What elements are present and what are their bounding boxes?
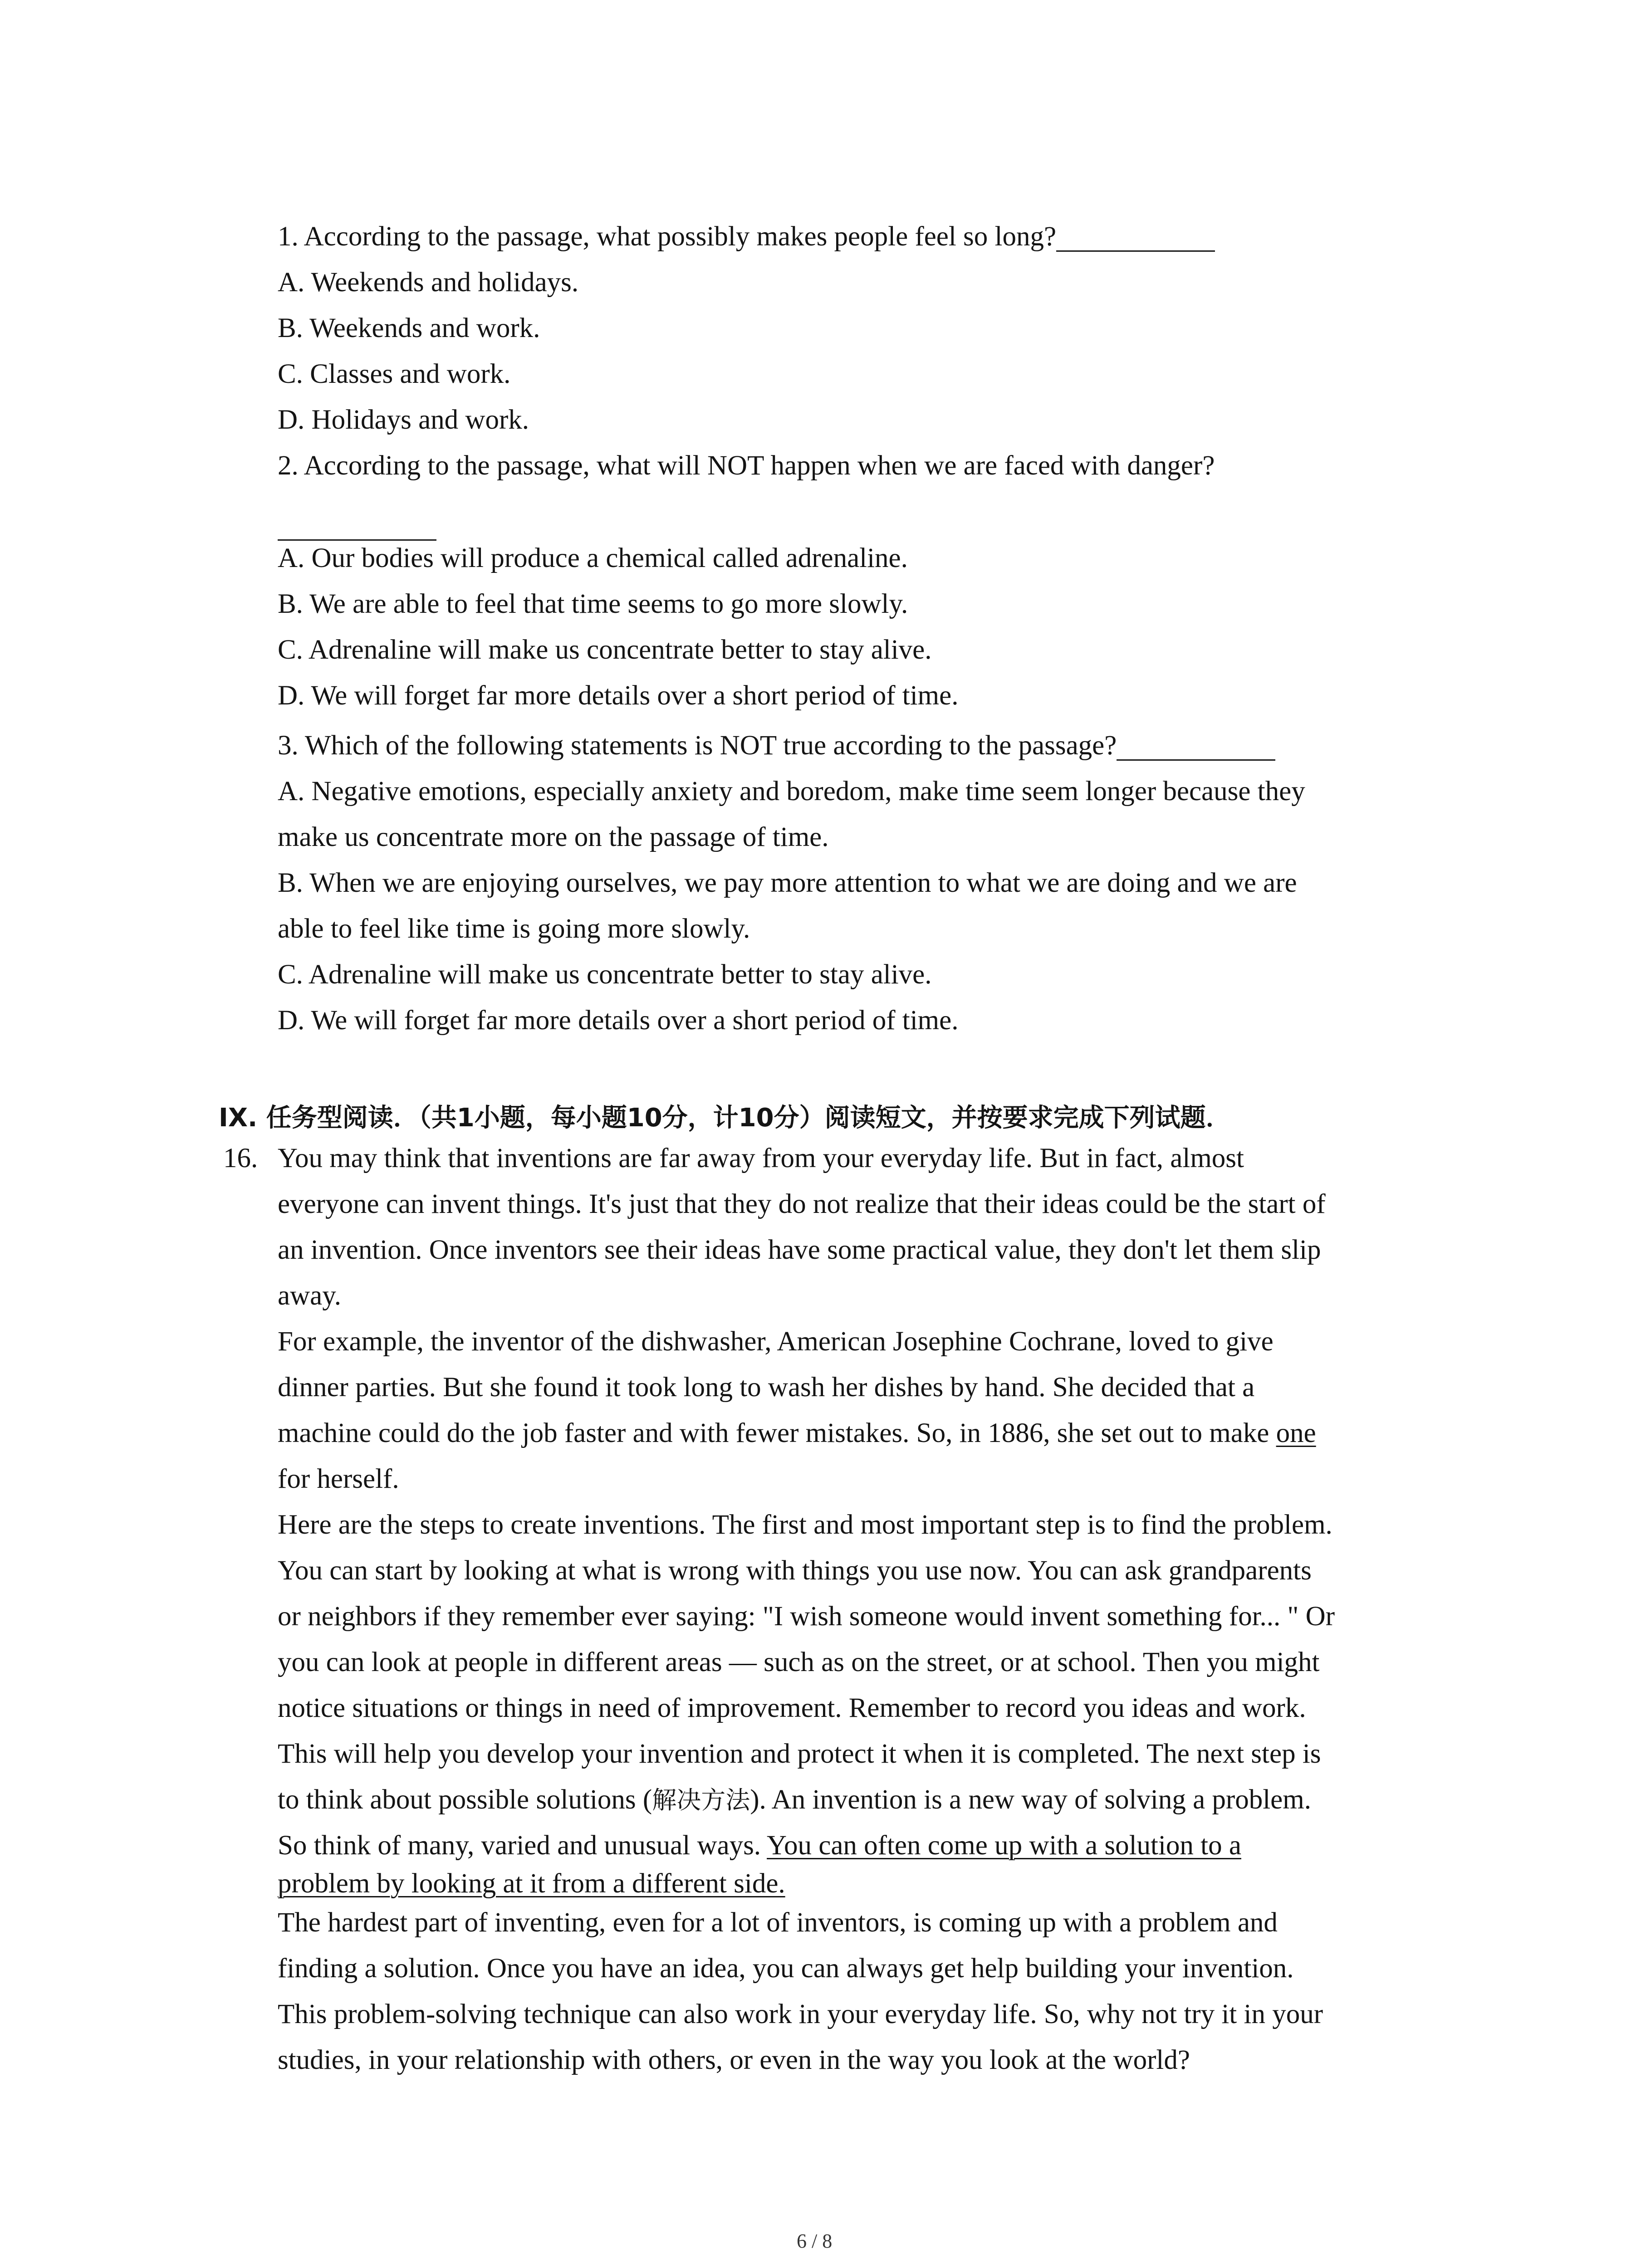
- passage-line: machine could do the job faster and with fewer mistakes. So, in 1886, she set out to make one: [278, 1418, 1316, 1448]
- passage-line: You can start by looking at what is wrong with things you use now. You can ask grandparents: [278, 1555, 1312, 1586]
- passage-line: to think about possible solutions (解决方法). An invention is a new way of solving a problem.: [278, 1784, 1311, 1815]
- question-2-stem: 2. According to the passage, what will NOT happen when we are faced with danger?: [278, 450, 1215, 481]
- passage-line: [278, 1868, 785, 1899]
- passage-line: Here are the steps to create inventions. The first and most important step is to find the problem.: [278, 1510, 1332, 1540]
- question-number: 16.: [223, 1143, 258, 1173]
- passage-line: You may think that inventions are far away from your everyday life. But in fact, almost: [278, 1143, 1244, 1173]
- question-2-blank-line[interactable]: [278, 510, 436, 541]
- passage-line: studies, in your relationship with others, or even in the way you look at the world?: [278, 2045, 1190, 2075]
- page-number: 6 / 8: [797, 2230, 833, 2252]
- passage-line: This will help you develop your invention and protect it when it is completed. The next step is: [278, 1739, 1321, 1769]
- question-1-option-b: B. Weekends and work.: [278, 313, 540, 343]
- question-3-option-a: A. Negative emotions, especially anxiety and boredom, make time seem longer because they: [278, 776, 1305, 807]
- passage-line: for herself.: [278, 1464, 399, 1494]
- passage-line: or neighbors if they remember ever saying: "I wish someone would invent something for... " Or: [278, 1601, 1335, 1632]
- passage-line: an invention. Once inventors see their ideas have some practical value, they don't let them slip: [278, 1235, 1321, 1265]
- answer-blank[interactable]: [278, 514, 436, 541]
- question-2-option-d: D. We will forget far more details over a short period of time.: [278, 680, 959, 711]
- passage-line: For example, the inventor of the dishwasher, American Josephine Cochrane, loved to give: [278, 1326, 1274, 1357]
- passage-line: everyone can invent things. It's just that they do not realize that their ideas could be the start of: [278, 1189, 1326, 1219]
- answer-blank[interactable]: [1117, 734, 1275, 761]
- question-2-option-a: A. Our bodies will produce a chemical called adrenaline.: [278, 543, 908, 573]
- passage-line: dinner parties. But she found it took long to wash her dishes by hand. She decided that a: [278, 1372, 1255, 1403]
- underlined-word: one: [1276, 1418, 1316, 1448]
- passage-line: notice situations or things in need of improvement. Remember to record you ideas and work.: [278, 1693, 1306, 1723]
- passage-line: you can look at people in different areas — such as on the street, or at school. Then you might: [278, 1647, 1320, 1677]
- passage-line: So think of many, varied and unusual ways. You can often come up with a solution to a: [278, 1830, 1241, 1861]
- question-3-option-a-cont: make us concentrate more on the passage of time.: [278, 822, 829, 852]
- question-1-stem: 1. According to the passage, what possibly makes people feel so long?: [278, 221, 1215, 252]
- question-3-option-d: D. We will forget far more details over a short period of time.: [278, 1005, 959, 1036]
- passage-line: This problem-solving technique can also work in your everyday life. So, why not try it in your: [278, 1999, 1323, 2029]
- question-1-option-c: C. Classes and work.: [278, 359, 511, 389]
- question-3-option-c: C. Adrenaline will make us concentrate better to stay alive.: [278, 959, 932, 990]
- question-1-option-d: D. Holidays and work.: [278, 405, 529, 435]
- passage-line: finding a solution. Once you have an idea, you can always get help building your invention.: [278, 1953, 1294, 1984]
- question-3-option-b-cont: able to feel like time is going more slowly.: [278, 914, 750, 944]
- answer-blank[interactable]: [1056, 225, 1215, 252]
- passage-line: The hardest part of inventing, even for a lot of inventors, is coming up with a problem and: [278, 1907, 1278, 1938]
- underlined-sentence: You can often come up with a solution to a: [767, 1830, 1241, 1861]
- question-2-option-c: C. Adrenaline will make us concentrate better to stay alive.: [278, 635, 932, 665]
- question-3-stem: 3. Which of the following statements is NOT true according to the passage?: [278, 730, 1275, 761]
- chinese-gloss: 解决方法: [652, 1786, 750, 1814]
- underlined-sentence: problem by looking at it from a different side.: [278, 1868, 785, 1899]
- question-1-option-a: A. Weekends and holidays.: [278, 267, 579, 298]
- passage-line: away.: [278, 1281, 341, 1311]
- question-2-option-b: B. We are able to feel that time seems to go more slowly.: [278, 589, 908, 619]
- question-3-option-b: B. When we are enjoying ourselves, we pay more attention to what we are doing and we are: [278, 868, 1297, 898]
- section-heading: IX. 任务型阅读．（共1小题，每小题10分，计10分）阅读短文，并按要求完成下列试题．: [219, 1103, 1231, 1133]
